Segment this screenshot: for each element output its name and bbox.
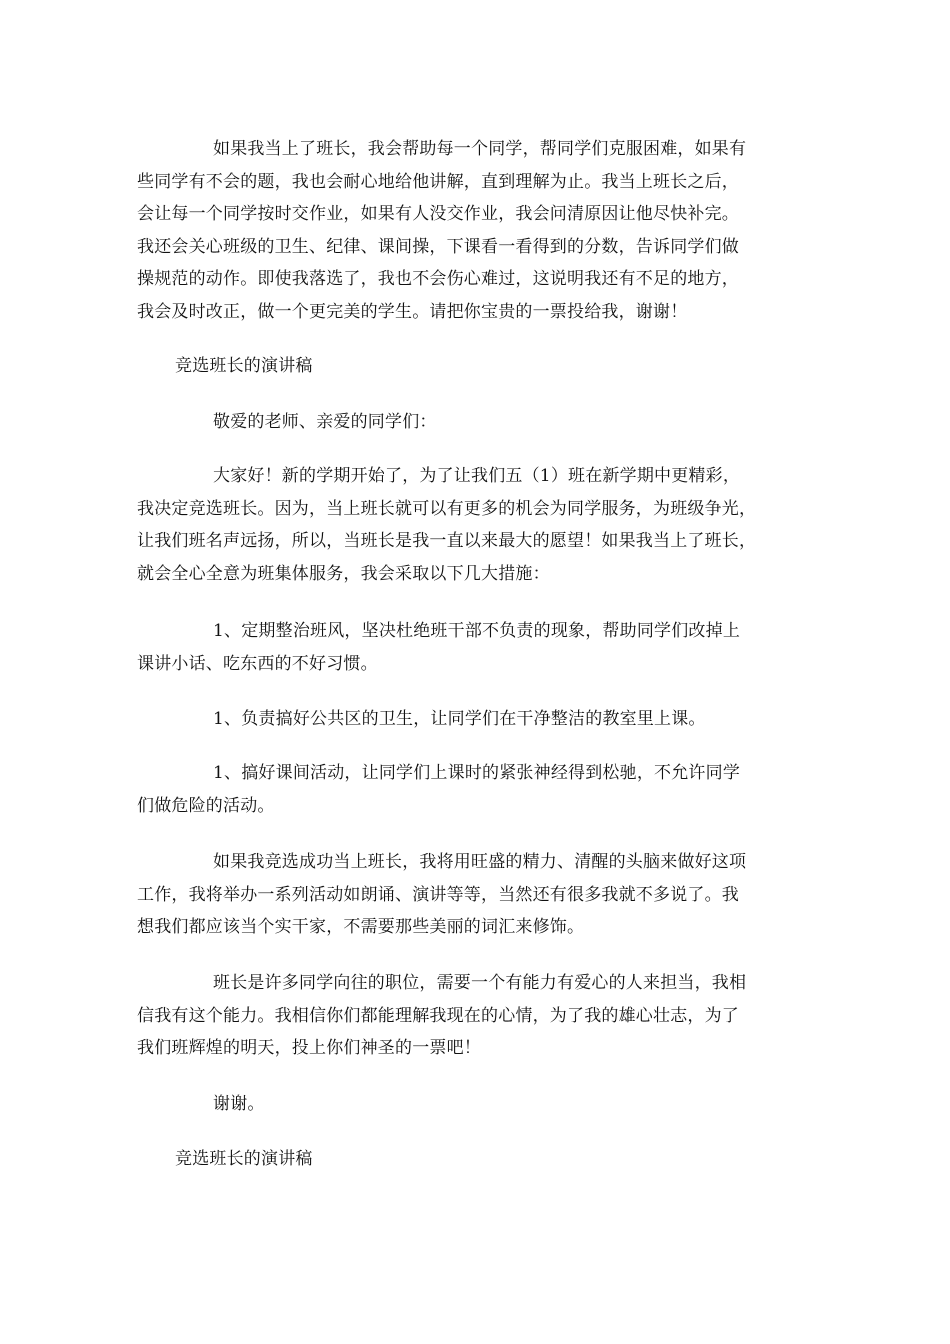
text-line: 我还会关心班级的卫生、纪律、课间操，下课看一看得到的分数，告诉同学们做 bbox=[137, 236, 739, 257]
text-line: 让我们班名声远扬，所以，当班长是我一直以来最大的愿望！如果我当上了班长， bbox=[137, 531, 757, 551]
closing-thanks bbox=[137, 1088, 889, 1121]
text-line: 谢谢。 bbox=[213, 1094, 265, 1114]
section-title bbox=[137, 1143, 851, 1176]
text-line: 竞选班长的演讲稿 bbox=[175, 1149, 313, 1169]
text-line: 操规范的动作。即使我落选了，我也不会伤心难过，这说明我还有不足的地方， bbox=[137, 269, 739, 289]
text-line: 班长是许多同学向往的职位，需要一个有能力有爱心的人来担当，我相 bbox=[213, 973, 747, 993]
paragraph-3 bbox=[137, 846, 813, 944]
text-line: 我会及时改正，做一个更完美的学生。请把你宝贵的一票投给我，谢谢！ bbox=[137, 301, 688, 322]
text-line: 课讲小话、吃东西的不好习惯。 bbox=[137, 653, 378, 674]
text-line: 想我们都应该当个实干家，不需要那些美丽的词汇来修饰。 bbox=[137, 917, 585, 937]
text-line: 我们班辉煌的明天，投上你们神圣的一票吧！ bbox=[137, 1038, 481, 1058]
text-line: 竞选班长的演讲稿 bbox=[175, 356, 313, 376]
paragraph-1 bbox=[137, 133, 813, 328]
text-line: 如果我竞选成功当上班长，我将用旺盛的精力、清醒的头脑来做好这项 bbox=[213, 852, 747, 872]
greeting bbox=[137, 406, 889, 439]
text-line: 1、定期整治班风，坚决杜绝班干部不负责的现象，帮助同学们改掉上 bbox=[213, 621, 741, 641]
text-line: 敬爱的老师、亲爱的同学们： bbox=[213, 412, 437, 432]
text-line: 些同学有不会的题，我也会耐心地给他讲解，直到理解为止。我当上班长之后， bbox=[137, 171, 739, 192]
text-line: 1、负责搞好公共区的卫生，让同学们在干净整洁的教室里上课。 bbox=[213, 709, 706, 729]
section-title bbox=[137, 350, 851, 383]
list-item-1 bbox=[137, 615, 813, 680]
text-line: 如果我当上了班长，我会帮助每一个同学，帮同学们克服困难，如果有 bbox=[213, 139, 747, 159]
text-line: 我决定竞选班长。因为，当上班长就可以有更多的机会为同学服务，为班级争光， bbox=[137, 498, 757, 519]
paragraph-4 bbox=[137, 967, 813, 1065]
text-line: 信我有这个能力。我相信你们都能理解我现在的心情，为了我的雄心壮志，为了 bbox=[137, 1005, 739, 1026]
text-line: 就会全心全意为班集体服务，我会采取以下几大措施： bbox=[137, 563, 550, 584]
text-line: 大家好！新的学期开始了，为了让我们五（1）班在新学期中更精彩， bbox=[213, 466, 741, 486]
list-item-3 bbox=[137, 757, 813, 822]
text-line: 会让每一个同学按时交作业，如果有人没交作业，我会问清原因让他尽快补完。 bbox=[137, 204, 739, 224]
text-line: 1、搞好课间活动，让同学们上课时的紧张神经得到松驰，不允许同学 bbox=[213, 763, 741, 783]
text-line: 工作，我将举办一系列活动如朗诵、演讲等等，当然还有很多我就不多说了。我 bbox=[137, 884, 739, 905]
paragraph-2 bbox=[137, 460, 813, 590]
list-item-2 bbox=[137, 703, 889, 736]
text-line: 们做危险的活动。 bbox=[137, 795, 275, 816]
